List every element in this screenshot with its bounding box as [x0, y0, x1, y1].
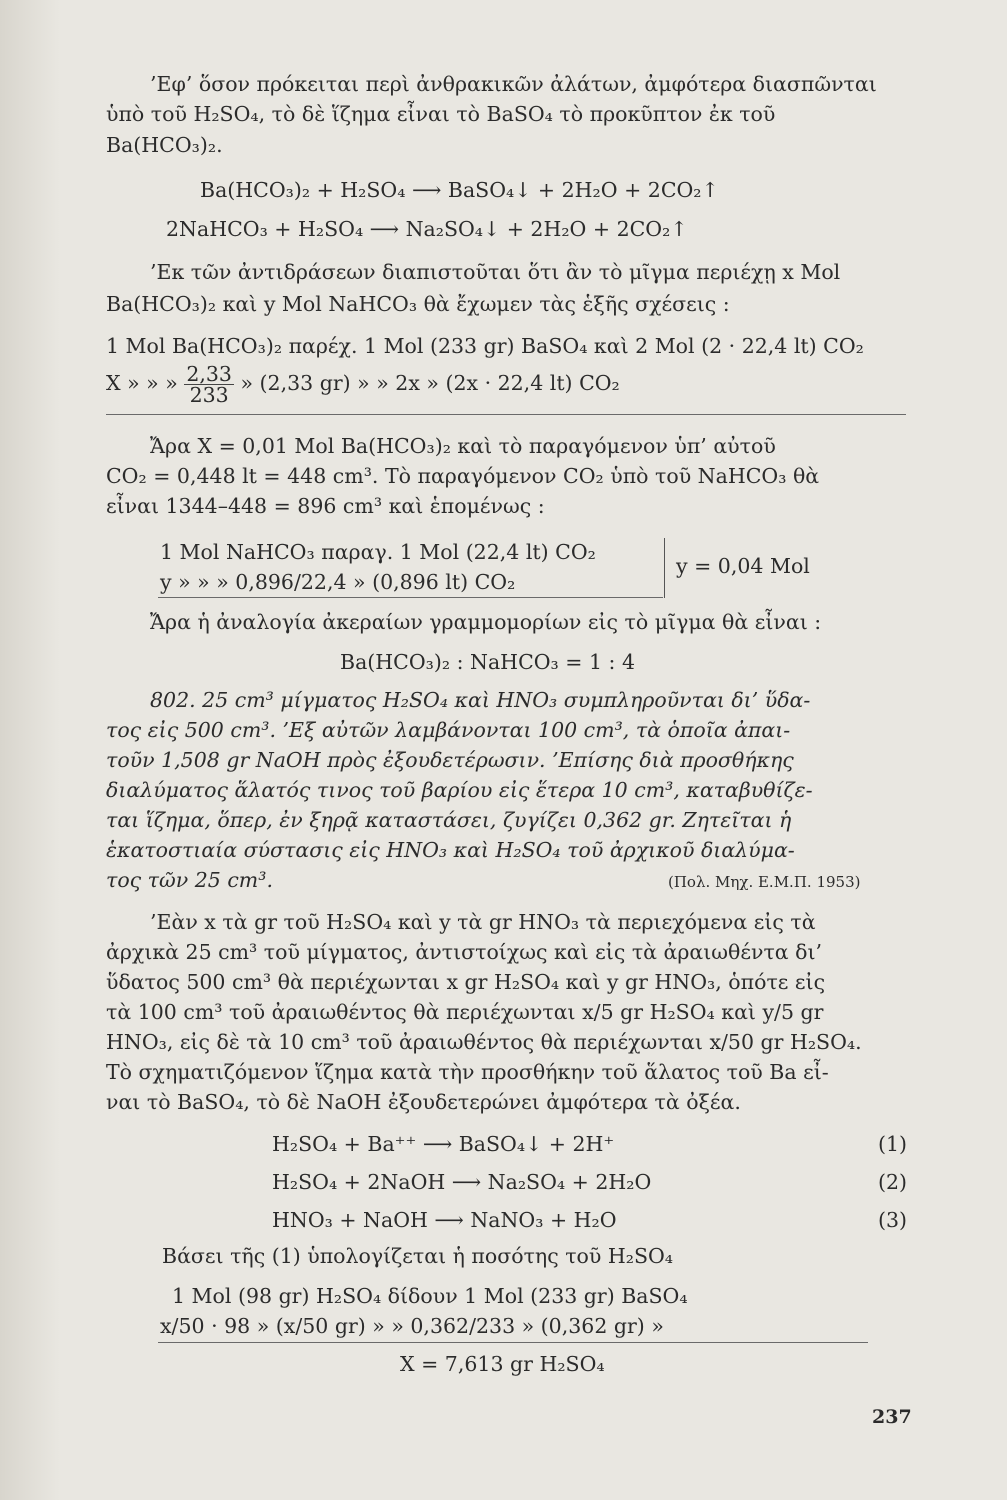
problem-line-6: ἑκατοστιαία σύστασις εἰς HNO₃ καὶ H₂SO₄ τοῦ ἀρχικοῦ διαλύμα-	[106, 838, 795, 862]
reaction-b2-number: (2)	[878, 1170, 908, 1194]
page-gutter-shadow	[0, 0, 60, 1500]
fraction-denominator: 233	[189, 383, 229, 407]
intro-line-3: Ba(HCO₃)₂.	[106, 133, 223, 157]
solution-line-4: τὰ 100 cm³ τοῦ ἀραιωθέντος θὰ περιέχωνται x/5 gr H₂SO₄ καὶ y/5 gr	[106, 1000, 824, 1024]
result1-line-1: Ἄρα X = 0,01 Mol Ba(HCO₃)₂ καὶ τὸ παραγόμενον ὑπ’ αὐτοῦ	[150, 434, 776, 458]
table1-row1: 1 Mol Ba(HCO₃)₂ παρέχ. 1 Mol (233 gr) BaSO₄ καὶ 2 Mol (2 · 22,4 lt) CO₂	[106, 334, 864, 358]
reaction-b1-number: (1)	[878, 1132, 908, 1156]
reaction-a2: 2NaHCO₃ + H₂SO₄ ⟶ Na₂SO₄↓ + 2H₂O + 2CO₂↑	[166, 217, 688, 241]
table1-row2-suffix: » (2,33 gr) » » 2x » (2x · 22,4 lt) CO₂	[240, 371, 620, 395]
solution-line-6: Τὸ σχηματιζόμενον ἵζημα κατὰ τὴν προσθήκην τοῦ ἅλατος τοῦ Ba εἶ-	[106, 1060, 829, 1084]
solution-line-7: ναι τὸ BaSO₄, τὸ δὲ NaOH ἐξουδετερώνει ἀμφότερα τὰ ὀξέα.	[106, 1090, 741, 1114]
ratio-line-2: Ba(HCO₃)₂ : NaHCO₃ = 1 : 4	[340, 650, 636, 674]
table2-result: y = 0,04 Mol	[676, 554, 810, 578]
table2-rule	[158, 597, 663, 598]
reaction-b1: H₂SO₄ + Ba⁺⁺ ⟶ BaSO₄↓ + 2H⁺	[272, 1132, 615, 1156]
table1-row2-prefix: X » » »	[106, 371, 178, 395]
reaction-a1: Ba(HCO₃)₂ + H₂SO₄ ⟶ BaSO₄↓ + 2H₂O + 2CO₂↑	[200, 178, 719, 202]
problem-line-4: διαλύματος ἅλατός τινος τοῦ βαρίου εἰς ἕτερα 10 cm³, καταβυθίζε-	[106, 778, 813, 802]
calc-rule	[158, 1342, 868, 1343]
intro-line-2: ὑπὸ τοῦ H₂SO₄, τὸ δὲ ἵζημα εἶναι τὸ BaSO₄ τὸ προκῦπτον ἐκ τοῦ	[106, 102, 776, 126]
table2-bracket	[664, 538, 665, 598]
result1-line-2: CO₂ = 0,448 lt = 448 cm³. Τὸ παραγόμενον CO₂ ὑπὸ τοῦ NaHCO₃ θὰ	[106, 464, 820, 488]
problem-line-1: 802. 25 cm³ μίγματος H₂SO₄ καὶ HNO₃ συμπληροῦνται δι’ ὕδα-	[150, 688, 811, 712]
mixture-line-1: ’Εκ τῶν ἀντιδράσεων διαπιστοῦται ὅτι ἂν τὸ μῖγμα περιέχῃ x Mol	[150, 260, 841, 284]
result1-line-3: εἶναι 1344–448 = 896 cm³ καὶ ἑπομένως :	[106, 494, 545, 518]
ratio-line-1: Ἄρα ἡ ἀναλογία ἀκεραίων γραμμομορίων εἰς τὸ μῖγμα θὰ εἶναι :	[150, 610, 822, 634]
reaction-b3-number: (3)	[878, 1208, 908, 1232]
calc-intro: Βάσει τῆς (1) ὑπολογίζεται ἡ ποσότης τοῦ H₂SO₄	[162, 1244, 674, 1268]
solution-line-1: ’Εὰν x τὰ gr τοῦ H₂SO₄ καὶ y τὰ gr HNO₃ τὰ περιεχόμενα εἰς τὰ	[150, 910, 816, 934]
reaction-b2: H₂SO₄ + 2NaOH ⟶ Na₂SO₄ + 2H₂O	[272, 1170, 652, 1194]
mixture-line-2: Ba(HCO₃)₂ καὶ y Mol NaHCO₃ θὰ ἔχωμεν τὰς ἑξῆς σχέσεις :	[106, 292, 730, 316]
intro-line-1: ’Εφ’ ὅσον πρόκειται περὶ ἀνθρακικῶν ἀλάτων, ἀμφότερα διασπῶνται	[150, 72, 877, 96]
problem-source: (Πολ. Μηχ. Ε.Μ.Π. 1953)	[668, 873, 861, 891]
solution-line-3: ὕδατος 500 cm³ θὰ περιέχωνται x gr H₂SO₄ καὶ y gr HNO₃, ὁπότε εἰς	[106, 970, 826, 994]
table1-rule	[106, 414, 906, 415]
solution-line-2: ἀρχικὰ 25 cm³ τοῦ μίγματος, ἀντιστοίχως καὶ εἰς τὰ ἀραιωθέντα δι’	[106, 940, 823, 964]
calc-result: X = 7,613 gr H₂SO₄	[400, 1352, 605, 1376]
table2-row1: 1 Mol NaHCO₃ παραγ. 1 Mol (22,4 lt) CO₂	[160, 540, 596, 564]
table1-row2	[106, 364, 620, 405]
reaction-b3: HNO₃ + NaOH ⟶ NaNO₃ + H₂O	[272, 1208, 617, 1232]
calc-row2: x/50 · 98 » (x/50 gr) » » 0,362/233 » (0,362 gr) »	[160, 1314, 664, 1338]
problem-line-3: τοῦν 1,508 gr NaOH πρὸς ἐξουδετέρωσιν. ’Επίσης διὰ προσθήκης	[106, 748, 794, 772]
table2-row2: y » » » 0,896/22,4 » (0,896 lt) CO₂	[160, 570, 516, 594]
problem-line-2: τος εἰς 500 cm³. ’Εξ αὐτῶν λαμβάνονται 100 cm³, τὰ ὁποῖα ἀπαι-	[106, 718, 791, 742]
page-number: 237	[872, 1406, 912, 1428]
table1-fraction	[184, 364, 234, 405]
fraction-numerator: 2,33	[186, 362, 232, 386]
solution-line-5: HNO₃, εἰς δὲ τὰ 10 cm³ τοῦ ἀραιωθέντος θὰ περιέχωνται x/50 gr H₂SO₄.	[106, 1030, 862, 1054]
problem-line-5: ται ἵζημα, ὅπερ, ἐν ξηρᾷ καταστάσει, ζυγίζει 0,362 gr. Ζητεῖται ἡ	[106, 808, 792, 832]
problem-line-7: τος τῶν 25 cm³.	[106, 868, 273, 892]
calc-row1: 1 Mol (98 gr) H₂SO₄ δίδουν 1 Mol (233 gr) BaSO₄	[172, 1284, 688, 1308]
